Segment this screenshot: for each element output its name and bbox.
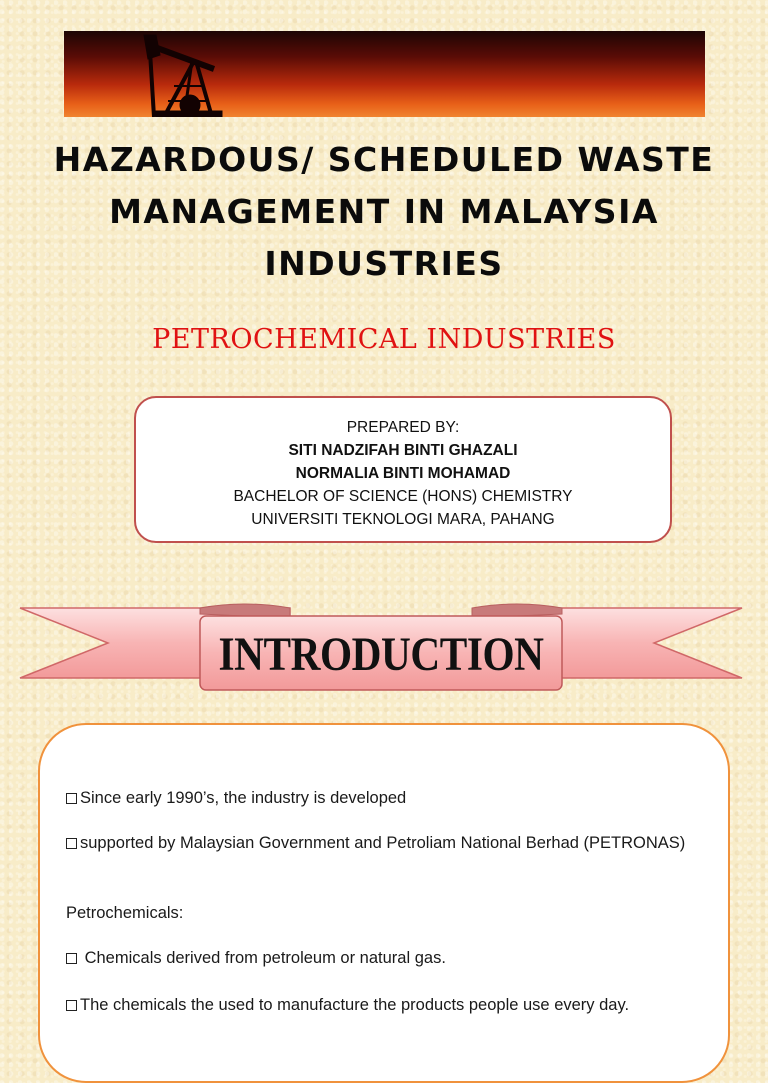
- prepared-by-box: [134, 396, 672, 543]
- section-title: INTRODUCTION: [218, 627, 544, 681]
- bullet-item-3: [66, 947, 686, 970]
- author-name-2: NORMALIA BINTI MOHAMAD: [295, 465, 511, 482]
- checkbox-bullet-icon: [66, 793, 77, 804]
- prepared-by-heading: PREPARED BY:: [346, 419, 460, 436]
- title-line-1: HAZARDOUS/ SCHEDULED WASTE: [53, 140, 715, 179]
- checkbox-bullet-icon: [66, 838, 77, 849]
- bullet-text-3: Chemicals derived from petroleum or natural gas.: [80, 949, 446, 967]
- bullet-item-4: [66, 994, 686, 1017]
- title-line-2: MANAGEMENT IN MALAYSIA: [109, 192, 659, 231]
- petrochemicals-label: Petrochemicals:: [66, 904, 184, 922]
- bullet-text-4: The chemicals the used to manufacture the products people use every day.: [80, 996, 630, 1014]
- document-subtitle: PETROCHEMICAL INDUSTRIES: [152, 324, 616, 355]
- checkbox-bullet-icon: [66, 953, 77, 964]
- bullet-text-1: Since early 1990’s, the industry is developed: [80, 789, 407, 807]
- document-title: [40, 134, 728, 290]
- header-banner-image: [64, 31, 705, 117]
- program-name: BACHELOR OF SCIENCE (HONS) CHEMISTRY: [233, 488, 573, 505]
- oil-pump-silhouette-icon: [64, 31, 705, 117]
- title-line-3: INDUSTRIES: [264, 244, 504, 283]
- checkbox-bullet-icon: [66, 1000, 77, 1011]
- bullet-text-2: supported by Malaysian Government and Petroliam National Berhad (PETRONAS): [80, 834, 686, 852]
- bullet-item-1: [66, 787, 686, 810]
- bullet-item-2: [66, 832, 686, 855]
- university-name: UNIVERSITI TEKNOLOGI MARA, PAHANG: [251, 511, 555, 528]
- author-name-1: SITI NADZIFAH BINTI GHAZALI: [288, 442, 518, 459]
